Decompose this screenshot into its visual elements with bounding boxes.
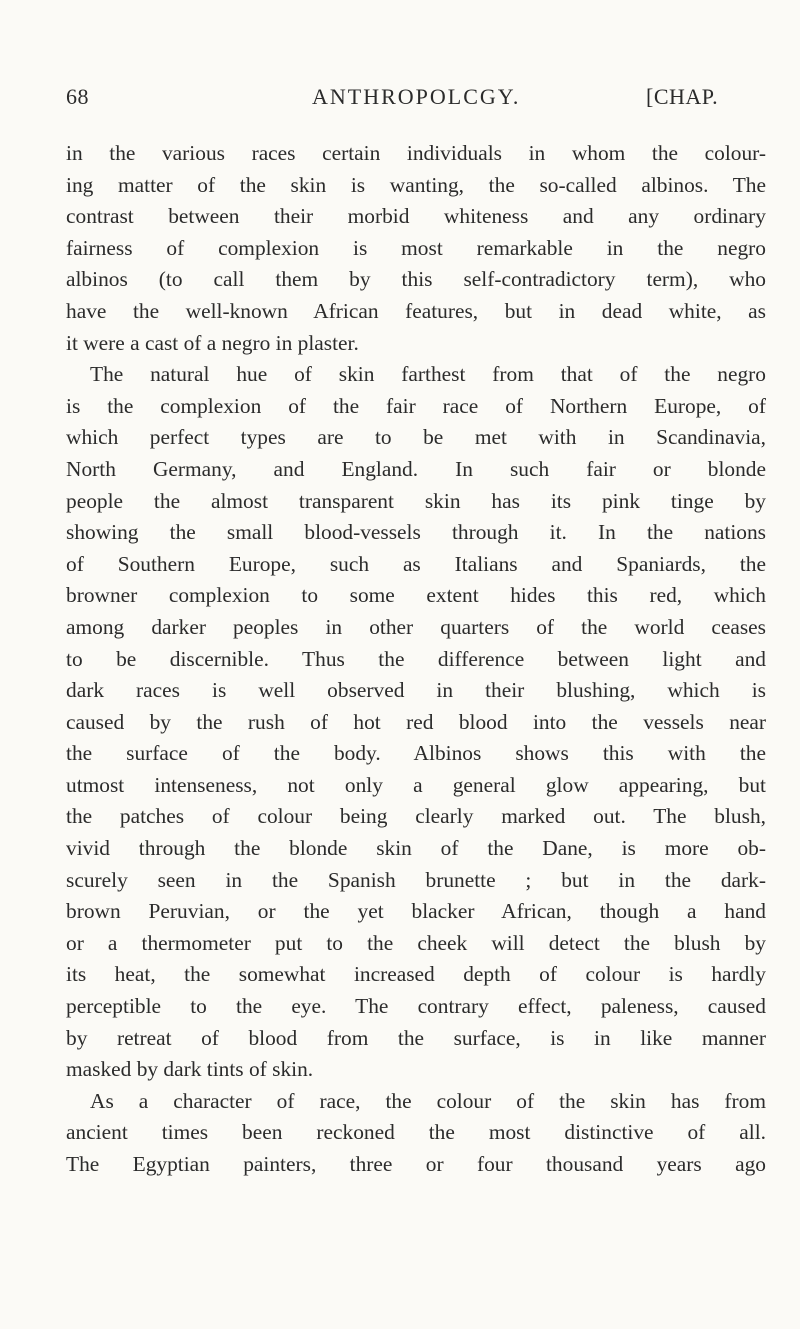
text-line: showing the small blood-vessels through it. In the nations — [66, 520, 766, 545]
text-line: dark races is well observed in their blushing, which is — [66, 678, 766, 703]
text-line: browner complexion to some extent hides this red, which — [66, 583, 766, 608]
text-line: the patches of colour being clearly marked out. The blush, — [66, 804, 766, 829]
body-text — [66, 138, 766, 1181]
page-header — [66, 76, 766, 112]
text-line: which perfect types are to be met with in Scandinavia, — [66, 425, 766, 450]
chapter-mark: [CHAP. — [646, 84, 719, 109]
text-line: masked by dark tints of skin. — [66, 1057, 314, 1082]
text-line: The natural hue of skin farthest from that of the negro — [90, 362, 766, 387]
text-line: caused by the rush of hot red blood into the vessels near — [66, 709, 766, 734]
text-line: albinos (to call them by this self-contradictory term), who — [66, 267, 766, 292]
text-line: the surface of the body. Albinos shows this with the — [66, 741, 766, 766]
text-line: in the various races certain individuals in whom the colour- — [66, 141, 766, 165]
text-line: North Germany, and England. In such fair or blonde — [66, 456, 766, 481]
text-line: The Egyptian painters, three or four thousand years ago — [66, 1152, 766, 1176]
text-line: by retreat of blood from the surface, is in like manner — [66, 1025, 766, 1050]
text-line: As a character of race, the colour of the skin has from — [90, 1088, 766, 1113]
text-line: perceptible to the eye. The contrary effect, paleness, caused — [66, 994, 766, 1019]
text-line: of Southern Europe, such as Italians and Spaniards, the — [66, 551, 766, 576]
text-line: have the well-known African features, but in dead white, as — [66, 298, 766, 323]
page-number: 68 — [66, 84, 89, 109]
text-line: its heat, the somewhat increased depth of colour is hardly — [66, 962, 766, 987]
text-line: it were a cast of a negro in plaster. — [66, 330, 359, 355]
text-line: brown Peruvian, or the yet blacker African, though a hand — [66, 899, 766, 924]
text-line: to be discernible. Thus the difference between light and — [66, 646, 766, 671]
text-line: is the complexion of the fair race of Northern Europe, of — [66, 393, 766, 418]
text-line: among darker peoples in other quarters of the world ceases — [66, 614, 766, 639]
text-line: scurely seen in the Spanish brunette ; but in the dark- — [66, 867, 766, 892]
text-line: or a thermometer put to the cheek will detect the blush by — [66, 930, 766, 955]
text-line: contrast between their morbid whiteness and any ordinary — [66, 204, 766, 229]
text-line: vivid through the blonde skin of the Dane, is more ob- — [66, 836, 766, 861]
text-line: ancient times been reckoned the most distinctive of all. — [66, 1120, 766, 1145]
text-line: ing matter of the skin is wanting, the so-called albinos. The — [66, 172, 766, 197]
text-line: utmost intenseness, not only a general glow appearing, but — [66, 772, 766, 797]
text-line: people the almost transparent skin has its pink tinge by — [66, 488, 766, 513]
running-head: ANTHROPOLCGY. — [312, 84, 521, 109]
text-line: fairness of complexion is most remarkable in the negro — [66, 235, 766, 260]
